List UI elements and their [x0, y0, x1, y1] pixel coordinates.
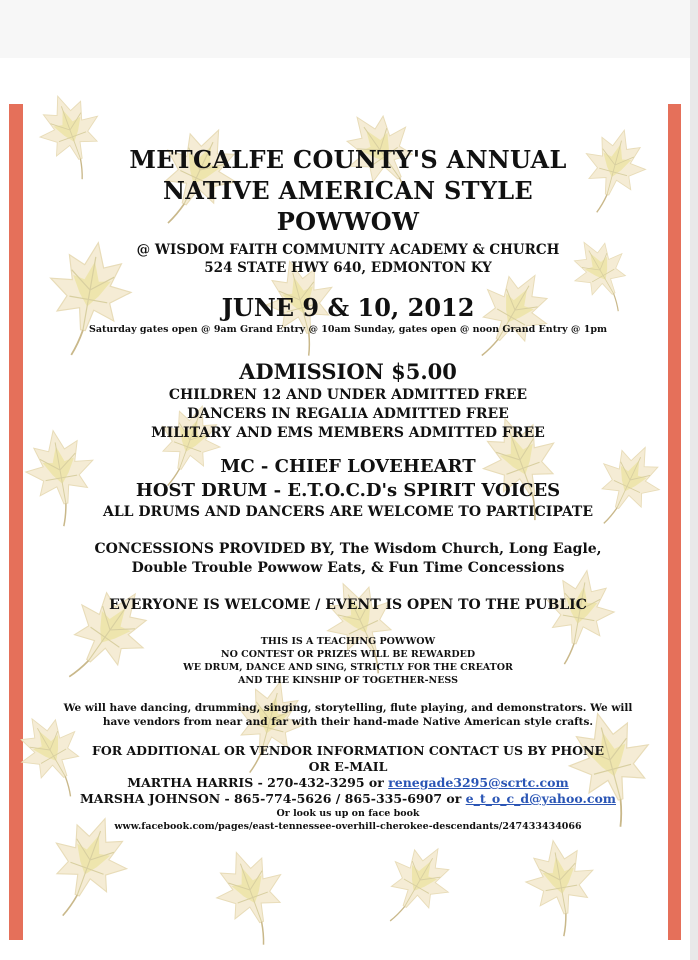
contact-martha [30, 775, 666, 791]
leaf-icon [204, 841, 301, 954]
activities-block [30, 701, 666, 729]
gate-times: Saturday gates open @ 9am Grand Entry @ 10am Sunday, gates open @ noon Grand Entry @ 1pm [88, 324, 608, 335]
title-line: METCALFE COUNTY'S ANNUAL [129, 145, 567, 174]
free-admission-item: MILITARY AND EMS MEMBERS ADMITTED FREE [151, 425, 545, 441]
contact-martha-text: MARTHA HARRIS - 270-432-3295 or [127, 775, 389, 790]
venue [30, 241, 666, 277]
contact-marsha [30, 791, 666, 807]
flyer-content [30, 140, 666, 833]
contact-heading: FOR ADDITIONAL OR VENDOR INFORMATION CONTACT US BY PHONE [91, 743, 604, 758]
flyer-title [30, 144, 666, 237]
teaching-line: NO CONTEST OR PRIZES WILL BE REWARDED [220, 649, 476, 660]
teaching-line: AND THE KINSHIP OF TOGETHER-NESS [238, 675, 458, 686]
marsha-email-link[interactable]: e_t_o_c_d@yahoo.com [465, 791, 617, 806]
concessions-line: Double Trouble Powwow Eats, & Fun Time Concessions [131, 560, 565, 576]
title-line: POWWOW [276, 207, 420, 236]
teaching-block [30, 635, 666, 687]
venue-address: 524 STATE HWY 640, EDMONTON KY [204, 260, 492, 276]
activities-line: have vendors from near and far with their hand-made Native American style crafts. [102, 716, 594, 728]
event-date: JUNE 9 & 10, 2012 [221, 293, 475, 322]
teaching-line: WE DRUM, DANCE AND SING, STRICTLY FOR THE CREATOR [183, 662, 513, 673]
facebook-note: Or look us up on face book [276, 808, 420, 819]
free-admission-item: CHILDREN 12 AND UNDER ADMITTED FREE [168, 387, 528, 403]
contact-heading: OR E-MAIL [308, 759, 388, 774]
title-line: NATIVE AMERICAN STYLE [162, 176, 534, 205]
mc-name: MC - CHIEF LOVEHEART [220, 456, 476, 477]
leaf-icon [520, 835, 604, 941]
public-welcome: EVERYONE IS WELCOME / EVENT IS OPEN TO THE PUBLIC [109, 597, 587, 613]
facebook-url[interactable]: www.facebook.com/pages/east-tennessee-overhill-cherokee-descendants/247433434066 [114, 821, 582, 832]
contact-block [30, 743, 666, 833]
activities-line: We will have dancing, drumming, singing, storytelling, flute playing, and demonstrators. We will [63, 702, 633, 714]
teaching-line: THIS IS A TEACHING POWWOW [260, 636, 436, 647]
leaf-icon [368, 834, 464, 939]
concessions-line: CONCESSIONS PROVIDED BY, The Wisdom Church, Long Eagle, [94, 541, 602, 557]
host-drum: HOST DRUM - E.T.O.C.D's SPIRIT VOICES [135, 480, 561, 501]
contact-marsha-text: MARSHA JOHNSON - 865-774-5626 / 865-335-6907 or [79, 791, 466, 806]
participation-note: ALL DRUMS AND DANCERS ARE WELCOME TO PARTICIPATE [102, 504, 594, 520]
admission-price: ADMISSION $5.00 [239, 359, 457, 384]
venue-name: @ WISDOM FAITH COMMUNITY ACADEMY & CHURCH [136, 242, 560, 258]
martha-email-link[interactable]: renegade3295@scrtc.com [388, 775, 569, 790]
free-admission-item: DANCERS IN REGALIA ADMITTED FREE [187, 406, 509, 422]
